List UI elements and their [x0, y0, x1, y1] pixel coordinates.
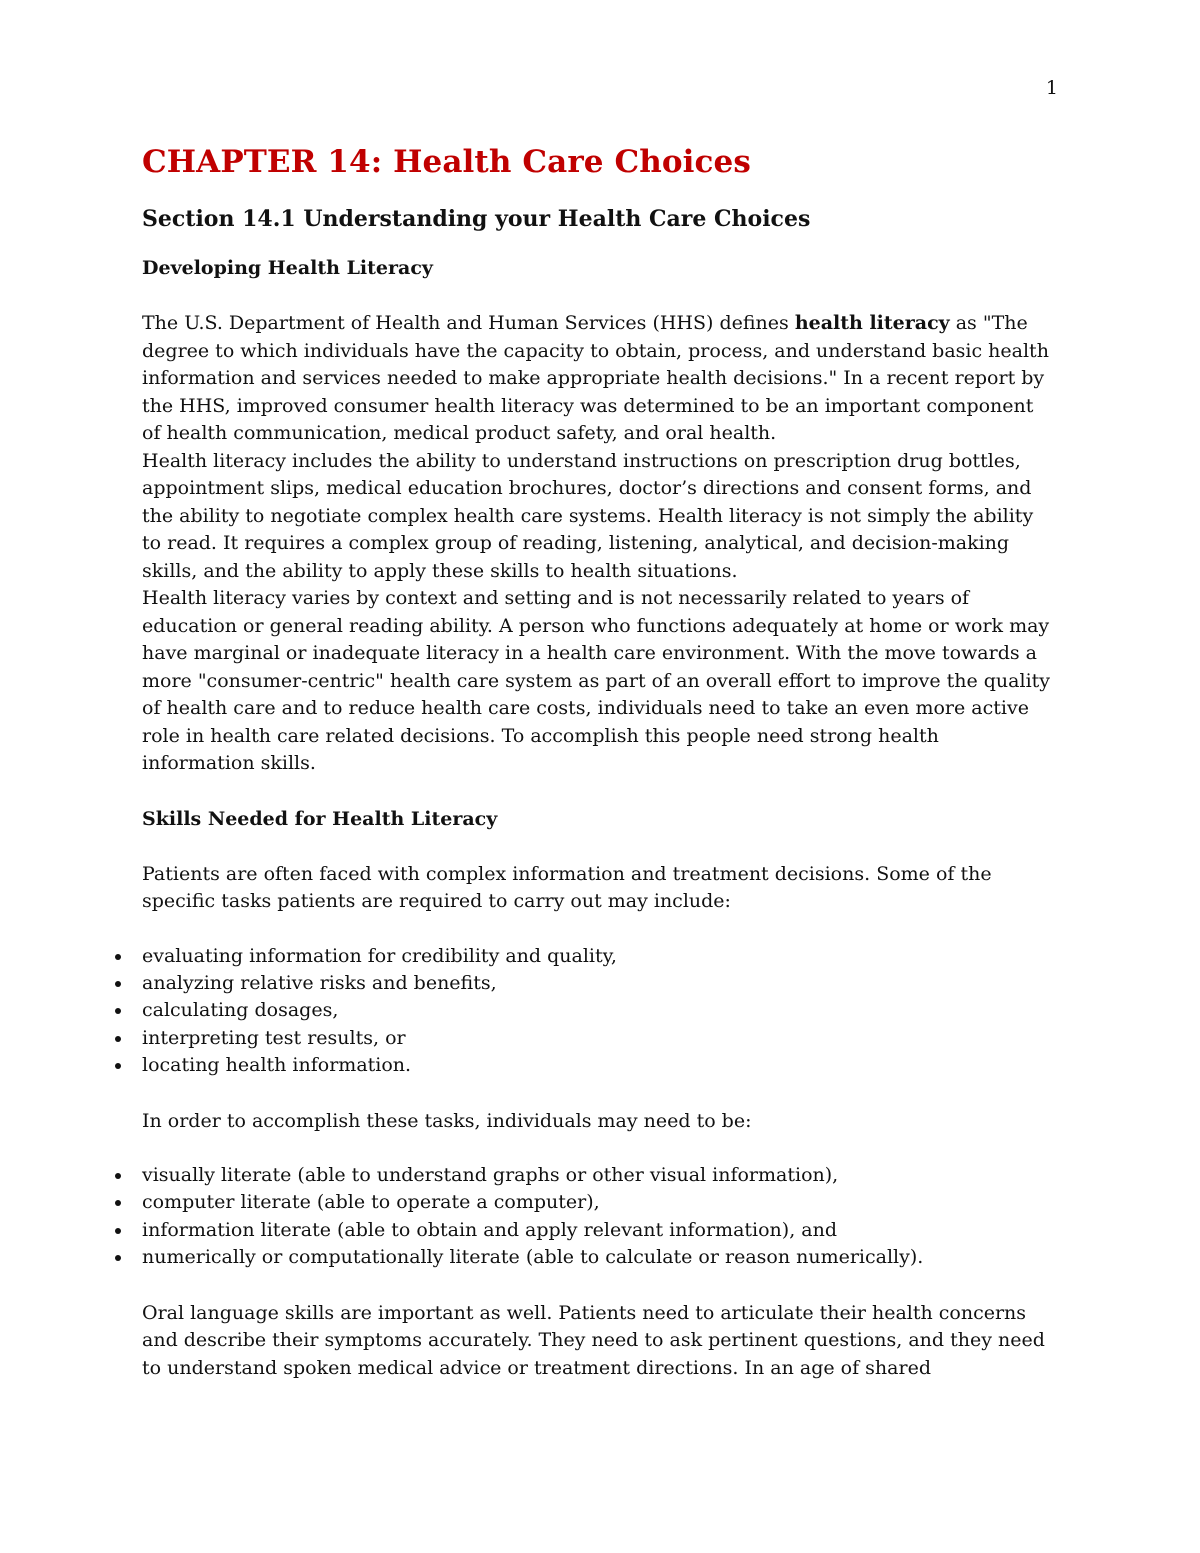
chapter-title: CHAPTER 14: Health Care Choices [142, 144, 751, 180]
paragraph-accomplish-tasks: In order to accomplish these tasks, individuals may need to be: [142, 1109, 752, 1132]
subheading-skills-needed: Skills Needed for Health Literacy [142, 807, 498, 830]
bullet-icon [115, 1228, 121, 1234]
bullet-icon [115, 981, 121, 987]
page-number: 1 [1045, 77, 1058, 99]
bullet-icon [115, 1036, 121, 1042]
bullet-icon [115, 1173, 121, 1179]
paragraph-oral-language-skills: Oral language skills are important as well. Patients need to articulate their health concerns and describe their symptoms accurately. They need to ask pertinent questions, and they need to understand spoken medical advice or treatment directions. In an age of shared [142, 1301, 1045, 1379]
subheading-developing-health-literacy: Developing Health Literacy [142, 257, 433, 279]
list-item: information literate (able to obtain and apply relevant information), and [142, 1217, 1057, 1244]
list-item: interpreting test results, or [142, 1025, 1057, 1052]
bullet-icon [115, 954, 121, 960]
list-item: computer literate (able to operate a computer), [142, 1189, 1057, 1216]
bullet-icon [115, 1255, 121, 1261]
section-title: Section 14.1 Understanding your Health Care Choices [142, 206, 811, 232]
term-health-literacy: health literacy [794, 312, 950, 334]
list-item: calculating dosages, [142, 997, 1057, 1024]
list-item: numerically or computationally literate (able to calculate or reason numerically). [142, 1244, 1057, 1271]
paragraph-patient-tasks: Patients are often faced with complex information and treatment decisions. Some of the specific tasks patients are required to carry out may include: [142, 862, 992, 912]
list-patient-tasks [142, 943, 1057, 1080]
bullet-icon [115, 1200, 121, 1206]
list-literacy-types [142, 1162, 1057, 1272]
bullet-icon [115, 1063, 121, 1069]
paragraph-health-literacy-varies: Health literacy varies by context and setting and is not necessarily related to years of education or general reading ability. A person who functions adequately at home or work may have marginal or inadequate literacy in a health care environment. With the move towards a more "consumer-centric" health care system as part of an overall effort to improve the quality of health care and to reduce health care costs, individuals need to take an even more active role in health care related decisions. To accomplish this people need strong health information skills. [142, 587, 1051, 774]
list-item: visually literate (able to understand graphs or other visual information), [142, 1162, 1057, 1189]
paragraph-health-literacy-definition [142, 310, 1057, 448]
bullet-icon [115, 1008, 121, 1014]
list-item: locating health information. [142, 1052, 1057, 1079]
page-content [142, 140, 1057, 1382]
list-item: analyzing relative risks and benefits, [142, 970, 1057, 997]
paragraph-text: The U.S. Department of Health and Human Services (HHS) defines [142, 312, 795, 334]
list-item: evaluating information for credibility and quality, [142, 943, 1057, 970]
paragraph-health-literacy-includes: Health literacy includes the ability to understand instructions on prescription drug bottles, appointment slips, medical education brochures, doctor’s directions and consent forms, and the ability to negotiate complex health care systems. Health literacy is not simply the ability to read. It requires a complex group of reading, listening, analytical, and decision-making skills, and the ability to apply these skills to health situations. [142, 449, 1034, 582]
paragraph-text: as "The degree to which individuals have the capacity to obtain, process, and understand basic health information and services needed to make appropriate health decisions." In a recent report by the HHS, improved consumer health literacy was determined to be an important component of health communication, medical product safety, and oral health. [142, 312, 1049, 444]
